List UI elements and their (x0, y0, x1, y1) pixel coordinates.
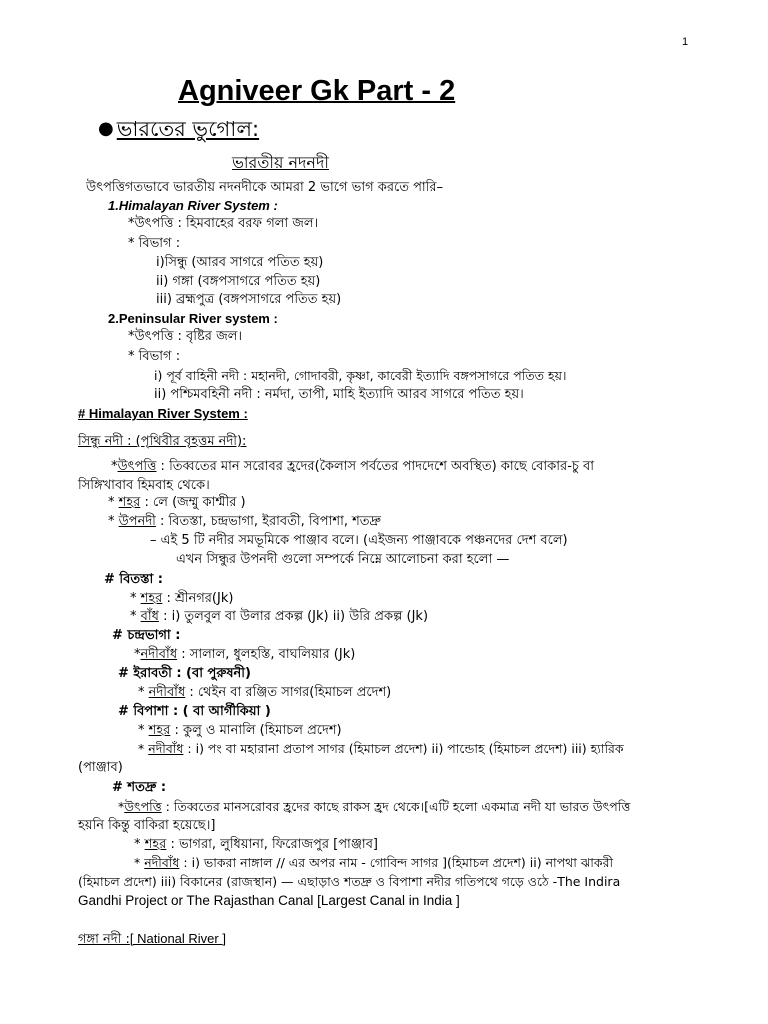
city-text: : শ্রীনগর(Jk) (162, 591, 234, 606)
page-number: 1 (682, 36, 689, 48)
subheading: ভারতীয় নদনদী (232, 153, 329, 172)
ganga-text: [ National River ] (129, 931, 226, 946)
vipasha-heading: # বিপাশা : ( বা আর্গীকিয়া ) (118, 704, 271, 719)
dam-text: : সালাল, ধুলহস্তি, বাঘলিয়ার (Jk) (177, 647, 356, 662)
peninsular-division: * বিভাগ : (128, 349, 181, 364)
shatadru-heading: # শতদ্রু : (112, 780, 167, 795)
chandrabhaga-heading: # চন্দ্রভাগা : (112, 628, 181, 643)
city-text: : ভাগরা, লুধিয়ানা, ফিরোজপুর [পাঞ্জাব] (166, 837, 379, 852)
vitasta-heading: # বিতস্তা : (104, 572, 163, 587)
vipasha-dam-cont: (পাঞ্জাব) (78, 760, 123, 775)
origin-text: : তিব্বতের মান সরোবর হ্রদের(কৈলাস পর্বতের পাদদেশে অবস্থিত) কাছে বোকার-চু বা (156, 459, 595, 474)
peninsular-origin: *উৎপত্তি : বৃষ্টির জল। (128, 329, 243, 344)
ganga-label: গঙ্গা নদী : (78, 932, 130, 947)
origin-label: উৎপত্তি (124, 799, 162, 814)
himalayan-item: i)সিন্ধু (আরব সাগরে পতিত হয়) (156, 255, 324, 270)
vipasha-dam: * নদীবাঁধ : i) পং বা মহারানা প্রতাপ সাগর (হিমাচল প্রদেশ) ii) পান্ডোহ (হিমাচল প্রদেশ) iii) হ্যারিক (138, 741, 624, 756)
city-label: শহর (118, 495, 141, 510)
section-heading-text: ভারতের ভুগোল: (116, 117, 260, 141)
shatadru-origin: *উৎপত্তি : তিব্বতের মানসরোবর হ্রদের কাছে রাকস হ্রদ থেকে।[এটি হলো একমাত্র নদী যা ভারত উৎপত্তি (118, 799, 631, 814)
peninsular-heading: 2.Peninsular River system : (108, 311, 278, 326)
himalayan-heading: 1.Himalayan River System : (108, 198, 278, 213)
vitasta-city: * শহর : শ্রীনগর(Jk) (130, 591, 234, 606)
shatadru-dam-cont: Gandhi Project or The Rajasthan Canal [Largest Canal in India ] (78, 893, 460, 908)
city-label: শহর (148, 723, 171, 738)
dam-text: : থেইন বা রঞ্জিত সাগর(হিমাচল প্রদেশ) (185, 685, 392, 700)
himalayan-item: iii) ব্রহ্মপুত্র (বঙ্গপসাগরে পতিত হয়) (156, 292, 342, 307)
himalayan-item: ii) গঙ্গা (বঙ্গপসাগরে পতিত হয়) (156, 274, 321, 289)
sindhu-city: * শহর : লে (জম্মু কাশ্মীর ) (108, 495, 246, 510)
himalayan-origin: *উৎপত্তি : হিমবাহের বরফ গলা জল। (128, 216, 319, 231)
peninsular-item: i) পূর্ব বাহিনী নদী : মহানদী, গোদাবরী, কৃষ্ণা, কাবেরী ইত্যাদি বঙ্গপসাগরে পতিত হয়। (154, 368, 567, 383)
dam-label: নদীবাঁধ (140, 647, 178, 662)
hrs-heading (78, 406, 248, 422)
dam-text: : i) তুলবুল বা উলার প্রকল্প (Jk) ii) উরি প্রকল্প (Jk) (158, 609, 429, 624)
bullet-icon: ● (98, 118, 114, 139)
dam-text: : i) পং বা মহারানা প্রতাপ সাগর (হিমাচল প্রদেশ) ii) পান্ডোহ (হিমাচল প্রদেশ) iii) হ্যারিক (183, 741, 624, 756)
shatadru-city: * শহর : ভাগরা, লুধিয়ানা, ফিরোজপুর [পাঞ্জাব] (134, 837, 379, 852)
intro-text: উৎপত্তিগতভাবে ভারতীয় নদনদীকে আমরা 2 ভাগে ভাগ করতে পারি– (86, 180, 444, 195)
dam-label: নদীবাঁধ (148, 741, 184, 756)
tributaries-label: উপনদী (118, 514, 156, 529)
dam-label: নদীবাঁধ (148, 685, 186, 700)
peninsular-item: ii) পশ্চিমবহিনী নদী : নর্মদা, তাপী, মাহি ইত্যাদি আরব সাগরে পতিত হয়। (154, 387, 524, 402)
iravati-heading: # ইরাবতী : (বা পুরুষনী) (118, 666, 251, 681)
vipasha-city: * শহর : কুলু ও মানালি (হিমাচল প্রদেশ) (138, 723, 342, 738)
himalayan-division: * বিভাগ : (128, 236, 181, 251)
dam-text: : i) ভাকরা নাঙ্গাল // এর অপর নাম - গোবিন্দ সাগর ](হিমাচল প্রদেশ) ii) নাপথা ঝাকরী (179, 855, 614, 870)
vitasta-dam: * বাঁধ : i) তুলবুল বা উলার প্রকল্প (Jk) ii) উরি প্রকল্প (Jk) (130, 609, 429, 624)
city-label: শহর (140, 591, 163, 606)
shatadru-dam: * নদীবাঁধ : i) ভাকরা নাঙ্গাল // এর অপর নাম - গোবিন্দ সাগর ](হিমাচল প্রদেশ) ii) নাপথা ঝাকরী (134, 855, 614, 870)
hrs-heading-text: # Himalayan River System : (78, 406, 248, 421)
sindhu-note: এখন সিন্ধুর উপনদী গুলো সম্পর্কে নিম্নে আলোচনা করা হলো — (176, 552, 510, 567)
city-text: : কুলু ও মানালি (হিমাচল প্রদেশ) (170, 723, 342, 738)
ganga-heading (78, 931, 226, 948)
sindhu-origin: *উৎপত্তি : তিব্বতের মান সরোবর হ্রদের(কৈলাস পর্বতের পাদদেশে অবস্থিত) কাছে বোকার-চু বা (111, 459, 595, 474)
section-heading (98, 117, 259, 142)
sindhu-origin-cont: সিঙ্গিখাবাব হিমবাহ থেকে। (78, 478, 210, 493)
sindhu-note: – এই 5 টি নদীর সমভূমিকে পাঞ্জাব বলে। (এইজন্য পাঞ্জাবকে পঞ্চনদের দেশ বলে) (150, 533, 568, 548)
tributaries-text: : বিতস্তা, চন্দ্রভাগা, ইরাবতী, বিপাশা, শতদ্রু (155, 514, 381, 529)
dam-label: নদীবাঁধ (144, 855, 180, 870)
chandrabhaga-dam: *নদীবাঁধ : সালাল, ধুলহস্তি, বাঘলিয়ার (Jk) (134, 647, 356, 662)
city-label: শহর (144, 837, 167, 852)
city-text: : লে (জম্মু কাশ্মীর ) (140, 495, 246, 510)
shatadru-dam-cont: (হিমাচল প্রদেশ) iii) বিকানের (রাজস্থান) — এছাড়াও শতদ্রু ও বিপাশা নদীর গতিপথে গড়ে ওঠে -The Indira (78, 874, 621, 889)
shatadru-origin-cont: হয়নি কিন্তু বাকিরা হয়েছে।] (78, 818, 216, 833)
dam-label: বাঁধ (140, 609, 159, 624)
sindhu-heading: সিন্ধু নদী : (পৃথিবীর বৃহত্তম নদী): (78, 434, 247, 449)
origin-text: : তিব্বতের মানসরোবর হ্রদের কাছে রাকস হ্রদ থেকে।[এটি হলো একমাত্র নদী যা ভারত উৎপত্তি (161, 799, 631, 814)
page-title: Agniveer Gk Part - 2 (178, 75, 456, 107)
origin-label: উৎপত্তি (117, 459, 157, 474)
sindhu-tributaries: * উপনদী : বিতস্তা, চন্দ্রভাগা, ইরাবতী, বিপাশা, শতদ্রু (108, 514, 381, 529)
iravati-dam: * নদীবাঁধ : থেইন বা রঞ্জিত সাগর(হিমাচল প্রদেশ) (138, 685, 392, 700)
